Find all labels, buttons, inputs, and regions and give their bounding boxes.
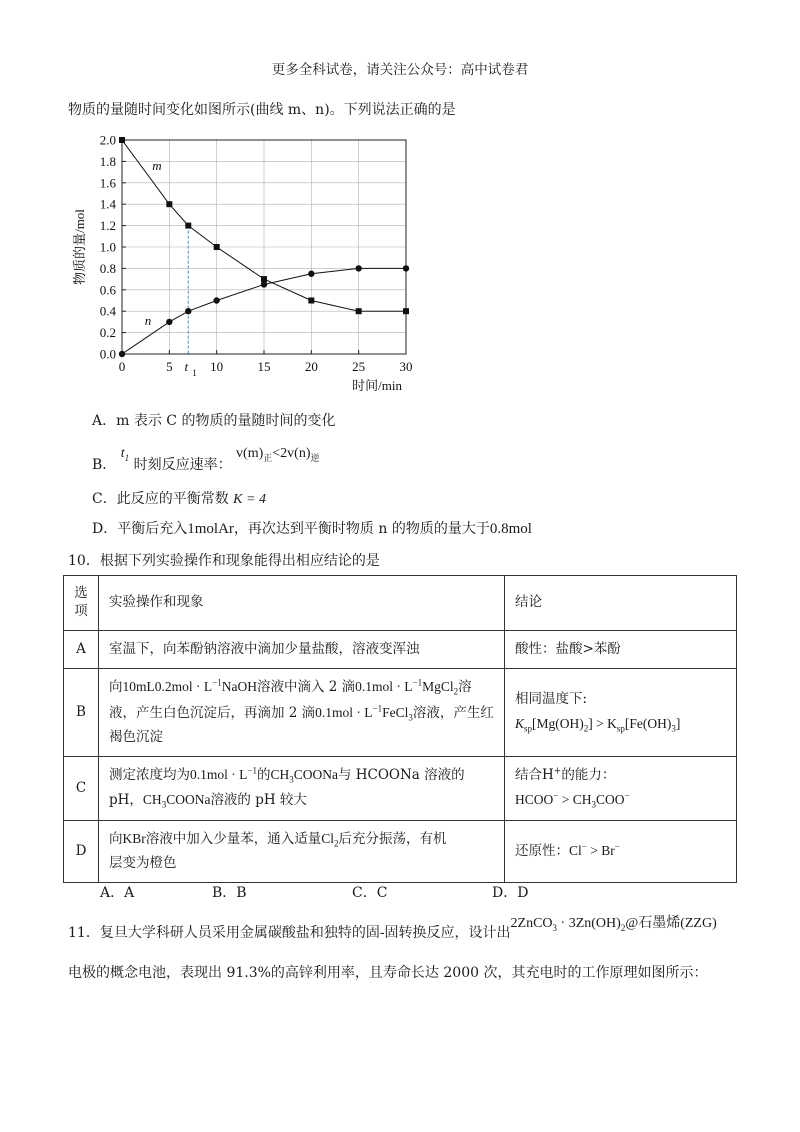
- formula-part: ] > K: [588, 715, 617, 731]
- question-11-line2: 电极的概念电池，表现出 91.3%的高锌利用率，且寿命长达 2000 次，其充电时的工作原理如图所示：: [68, 965, 708, 981]
- q9-option-d-formula2: 0.8mol: [489, 521, 532, 537]
- formula-part: MgCl: [422, 679, 454, 695]
- question-10-stem: 10．根据下列实验操作和现象能得出相应结论的是: [68, 553, 380, 569]
- text: 向: [109, 830, 123, 847]
- formula-part: v(m): [236, 446, 264, 461]
- formula-sup: −1: [372, 703, 383, 714]
- data-point-m: [166, 201, 172, 207]
- text: 11．复旦大学科研人员采用金属碳酸盐和独特的固-固转换反应，设计出: [68, 925, 511, 941]
- q9-option-c-formula: K = 4: [233, 492, 266, 507]
- q10-choice-b: B．B: [212, 885, 247, 901]
- y-tick-label: 0.6: [99, 282, 116, 298]
- y-tick-label: 1.2: [99, 218, 116, 234]
- amount-time-chart: [60, 128, 430, 398]
- data-point-m: [403, 308, 409, 314]
- formula: [315, 703, 413, 723]
- formula-part: CH: [142, 792, 162, 808]
- data-point-m: [185, 223, 191, 229]
- q9-option-a: A．m 表示 C 的物质的量随时间的变化: [92, 413, 336, 429]
- series-label-n: n: [144, 313, 152, 329]
- formula-sup: −: [614, 841, 620, 852]
- row-operation: [99, 757, 505, 821]
- text: 的: [256, 767, 271, 783]
- row-operation: [99, 820, 505, 882]
- text: 与 HCOONa 溶液的: [337, 767, 465, 783]
- table-header-row: [64, 576, 737, 631]
- data-point-n: [308, 271, 314, 277]
- q10-choice-c: C．C: [352, 885, 388, 901]
- formula-part: NaOH: [221, 679, 257, 695]
- row-operation: [99, 669, 505, 757]
- question-9-intro: 物质的量随时间变化如图所示(曲线 m、n)。下列说法正确的是: [68, 102, 456, 118]
- row-conclusion: [505, 669, 737, 757]
- q10-choice-a: A．A: [100, 885, 135, 901]
- y-tick-label: 0.4: [99, 303, 116, 319]
- experiment-table: [63, 575, 737, 883]
- data-point-n: [119, 351, 125, 357]
- formula-sub: 3: [289, 774, 294, 785]
- formula-part: 0.1mol · L: [190, 767, 248, 782]
- text: 相同温度下:: [515, 690, 588, 707]
- formula-part: @石墨烯(ZZG): [625, 916, 717, 931]
- text: 还原性：: [515, 843, 569, 860]
- y-tick-label: 0.2: [99, 325, 116, 341]
- formula-sup: −1: [412, 677, 423, 688]
- formula-sub: 逆: [310, 452, 320, 463]
- text: 溶液，产生白色沉淀后，再滴加 2 滴: [109, 679, 472, 721]
- formula: [142, 792, 211, 811]
- q9-option-c-text: C．此反应的平衡常数: [92, 491, 229, 507]
- data-point-n: [355, 265, 361, 271]
- formula: [321, 830, 339, 849]
- x-tick-label: 25: [352, 359, 366, 374]
- q9-option-d-text1: D．平衡后充入: [92, 521, 188, 537]
- formula-part: FeCl: [382, 704, 409, 720]
- x-tick-label: 0: [118, 359, 126, 374]
- table-row: [64, 631, 737, 669]
- q9-option-b: [92, 440, 320, 473]
- table-row: [64, 757, 737, 821]
- formula-sup: −: [553, 790, 559, 801]
- zzg-formula: [511, 916, 717, 931]
- text: 层变为橙色: [109, 855, 177, 872]
- text: 结合H: [515, 766, 554, 783]
- data-point-m: [261, 276, 267, 282]
- text: 溶液中滴入 2 滴: [256, 679, 356, 696]
- y-tick-label: 1.4: [99, 196, 116, 212]
- formula-sub: 2: [334, 838, 339, 849]
- q9-option-b-text: 时刻反应速率：: [133, 457, 232, 473]
- formula-part: 10mL0.2mol · L: [122, 679, 213, 695]
- formula-sub: 2: [620, 922, 626, 933]
- x-tick-label: 10: [210, 359, 224, 374]
- formula-part: COO: [595, 791, 625, 807]
- formula: [270, 767, 338, 785]
- question-11-line1: [68, 912, 717, 941]
- formula-part: · 3Zn(OH): [557, 916, 621, 931]
- y-tick-label: 1.0: [99, 239, 116, 255]
- q9-option-b-t: [121, 446, 129, 461]
- formula-part: K: [515, 715, 525, 731]
- formula-part: Cl: [569, 843, 582, 859]
- t1-subscript: 1: [192, 368, 197, 378]
- t1-label: t: [184, 359, 189, 374]
- formula-sub: 3: [671, 723, 676, 734]
- formula-sub: sp: [616, 723, 625, 734]
- y-tick-label: 2.0: [99, 132, 116, 148]
- formula-sup: −: [624, 790, 630, 801]
- formula-part: COONa: [166, 792, 211, 808]
- formula-sub: 3: [161, 800, 167, 811]
- data-point-m: [119, 137, 125, 143]
- formula: KBr: [122, 830, 146, 846]
- row-label: B: [64, 669, 99, 757]
- formula-part: HCOO: [515, 791, 554, 807]
- row-conclusion: [505, 820, 737, 882]
- page-header: 更多全科试卷，请关注公众号：高中试卷君: [271, 62, 529, 78]
- row-conclusion: [505, 757, 737, 821]
- q9-option-c: [92, 488, 266, 508]
- y-tick-label: 1.8: [99, 153, 116, 169]
- formula-part: [Mg(OH): [532, 715, 584, 731]
- formula-sub: 正: [263, 452, 273, 463]
- x-axis-label: 时间/min: [352, 378, 402, 393]
- header-conclusion: 结论: [505, 576, 737, 631]
- formula: [355, 677, 459, 697]
- formula-part: > Br: [586, 843, 615, 859]
- q9-option-d: [92, 518, 532, 538]
- table-row: [64, 669, 737, 757]
- q9-option-b-prefix: B．: [92, 457, 117, 473]
- formula: [123, 679, 257, 694]
- x-tick-label: 5: [166, 359, 173, 374]
- formula: [190, 767, 257, 782]
- q9-option-d-formula1: 1molAr: [187, 521, 234, 537]
- text: 溶液的 pH 较大: [210, 792, 307, 809]
- formula-sup: −1: [247, 765, 257, 776]
- data-point-n: [166, 319, 172, 325]
- text: 向: [109, 679, 123, 696]
- y-tick-label: 0.8: [99, 260, 116, 276]
- formula-sup: −: [581, 841, 587, 852]
- formula-part: CH: [270, 767, 290, 782]
- formula-part: ]: [675, 715, 681, 731]
- formula-part: 0.1mol · L: [355, 679, 413, 695]
- data-point-n: [403, 265, 409, 271]
- q9-option-d-text2: ，再次达到平衡时物质 n 的物质的量大于: [233, 521, 490, 537]
- y-tick-label: 0.0: [99, 346, 116, 362]
- x-tick-label: 20: [304, 359, 318, 374]
- text: 溶液，产生红褐色沉淀: [109, 704, 494, 746]
- basicity-formula: [515, 788, 726, 813]
- formula-part: COONa: [293, 767, 338, 782]
- formula: [569, 843, 620, 858]
- text: 溶液中加入少量苯，通入适量: [145, 830, 322, 847]
- formula-sup: −1: [212, 677, 222, 688]
- formula-sup: +: [553, 766, 562, 777]
- row-conclusion: 酸性：盐酸>苯酚: [505, 631, 737, 669]
- row-operation: 室温下，向苯酚钠溶液中滴加少量盐酸，溶液变浑浊: [99, 631, 505, 669]
- q9-option-b-formula: [236, 446, 319, 461]
- formula-part: 2ZnCO: [510, 916, 553, 931]
- t-symbol: t: [120, 446, 125, 461]
- formula-part: > CH: [558, 791, 592, 807]
- data-point-n: [213, 297, 219, 303]
- y-tick-label: 1.6: [99, 175, 116, 191]
- y-axis-label: 物质的量/mol: [72, 209, 87, 285]
- formula-part: <2v(n): [272, 446, 311, 461]
- formula-part: 0.1mol · L: [315, 704, 373, 720]
- row-label: D: [64, 820, 99, 882]
- header-operation: 实验操作和现象: [99, 576, 505, 631]
- formula-sub: 2: [583, 723, 589, 734]
- text: pH，: [109, 792, 143, 809]
- formula-sub: 3: [552, 922, 558, 933]
- header-option: 选项: [64, 576, 99, 631]
- x-tick-label: 15: [257, 359, 271, 374]
- data-point-n: [185, 308, 191, 314]
- q10-choice-d: D．D: [492, 885, 529, 901]
- text: 测定浓度均为: [109, 767, 190, 783]
- x-tick-label: 30: [399, 359, 413, 374]
- data-point-m: [356, 308, 362, 314]
- row-label: C: [64, 757, 99, 821]
- formula-part: Cl: [321, 830, 335, 846]
- row-label: A: [64, 631, 99, 669]
- text: 后充分振荡，有机: [338, 830, 447, 847]
- data-point-m: [214, 244, 220, 250]
- series-label-m: m: [152, 157, 162, 173]
- formula-part: [Fe(OH): [624, 715, 672, 731]
- text: 的能力：: [561, 766, 616, 783]
- formula-sub: 3: [408, 712, 413, 723]
- data-point-n: [261, 281, 267, 287]
- t-subscript: 1: [124, 452, 130, 463]
- formula-sub: 2: [453, 686, 459, 697]
- table-row: [64, 820, 737, 882]
- formula-sub: sp: [524, 723, 533, 734]
- formula-sub: 3: [591, 799, 596, 810]
- data-point-m: [308, 298, 314, 304]
- ksp-formula: [515, 712, 726, 737]
